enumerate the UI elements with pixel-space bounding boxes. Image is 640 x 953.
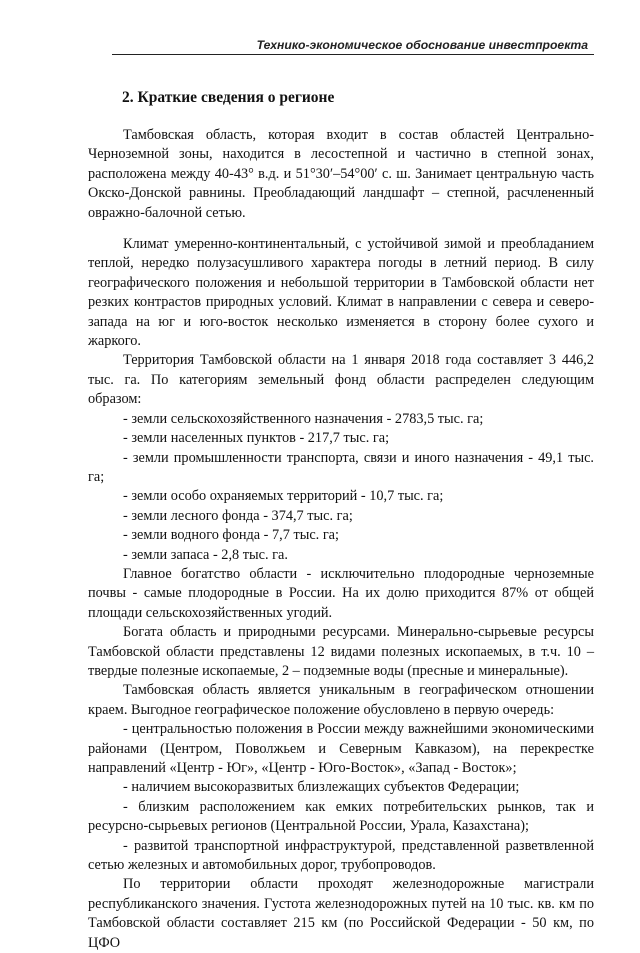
land-category-item: - земли промышленности транспорта, связи и иного назначения - 49,1 тыс. га; <box>88 449 594 485</box>
advantage-item: - наличием высокоразвитых близлежащих субъектов Федерации; <box>123 779 520 796</box>
paragraph-territory: Территория Тамбовской области на 1 января 2018 года составляет 3 446,2 тыс. га. По категориям земельный фонд области распределен следующим образом: <box>88 352 594 408</box>
paragraph-wealth: Главное богатство области - исключительно плодородные черноземные почвы - самые плодородные в России. На их долю приходится 87% от общей площади сельскохозяйственных угодий. <box>88 565 594 621</box>
paragraph-geography: Тамбовская область является уникальным в географическом отношении краем. Выгодное географическое положение обусловлено в первую очередь: <box>88 682 594 718</box>
land-category-item: - земли особо охраняемых территорий - 10,7 тыс. га; <box>123 488 444 505</box>
running-header: Технико-экономическое обоснование инвестпроекта <box>256 38 588 52</box>
section-heading: 2. Краткие сведения о регионе <box>122 89 335 106</box>
document-body <box>88 126 594 953</box>
land-category-item: - земли сельскохозяйственного назначения - 2783,5 тыс. га; <box>123 410 484 427</box>
land-category-item: - земли водного фонда - 7,7 тыс. га; <box>123 527 339 544</box>
land-category-item: - земли запаса - 2,8 тыс. га. <box>123 546 288 563</box>
paragraph-railways: По территории области проходят железнодорожные магистрали республиканского значения. Густота железнодорожных путей на 10 тыс. кв. км по Тамбовской области составляет 215 км (по Российской Федерации - 50 км, по ЦФО <box>88 876 594 951</box>
land-category-item: - земли лесного фонда - 374,7 тыс. га; <box>123 507 353 524</box>
advantage-item: - близким расположением как емких потребительских рынков, так и ресурсно-сырьевых регионов (Центральной России, Урала, Казахстана); <box>88 798 594 835</box>
paragraph-climate: Климат умеренно-континентальный, с устойчивой зимой и преобладанием теплой, нередко полузасушливого характера погоды в летний период. В силу географического положения и небольшой территории в Тамбовской области нет резких контрастов природных условий. Климат в направлении с севера и северо-запада на юг и юго-восток несколько изменяется в сторону более сухого и жаркого. <box>88 236 594 350</box>
advantage-item: - центральностью положения в России между важнейшими экономическими районами (Центром, Поволжьем и Северным Кавказом), на перекрестке направлений «Центр - Юг», «Центр - Юго-Восток», «Запад - Восток»; <box>88 721 594 776</box>
paragraph-intro: Тамбовская область, которая входит в состав областей Центрально-Черноземной зоны, находится в лесостепной и частично в степной зонах, расположена между 40-43° в.д. и 51°30′–54°00′ с. ш. Занимает центральную часть Окско-Донской равнины. Преобладающий ландшафт – степной, расчлененный овражно-балочной сетью. <box>88 127 594 221</box>
advantage-item: - развитой транспортной инфраструктурой, представленной разветвленной сетью железных и автомобильных дорог, трубопроводов. <box>88 837 594 874</box>
land-category-item: - земли населенных пунктов - 217,7 тыс. га; <box>123 430 390 447</box>
header-divider <box>112 54 594 55</box>
paragraph-resources: Богата область и природными ресурсами. Минерально-сырьевые ресурсы Тамбовской области представлены 12 видами полезных ископаемых, в т.ч. 10 – твердые полезные ископаемые, 2 – подземные воды (пресные и минеральные). <box>88 624 594 679</box>
